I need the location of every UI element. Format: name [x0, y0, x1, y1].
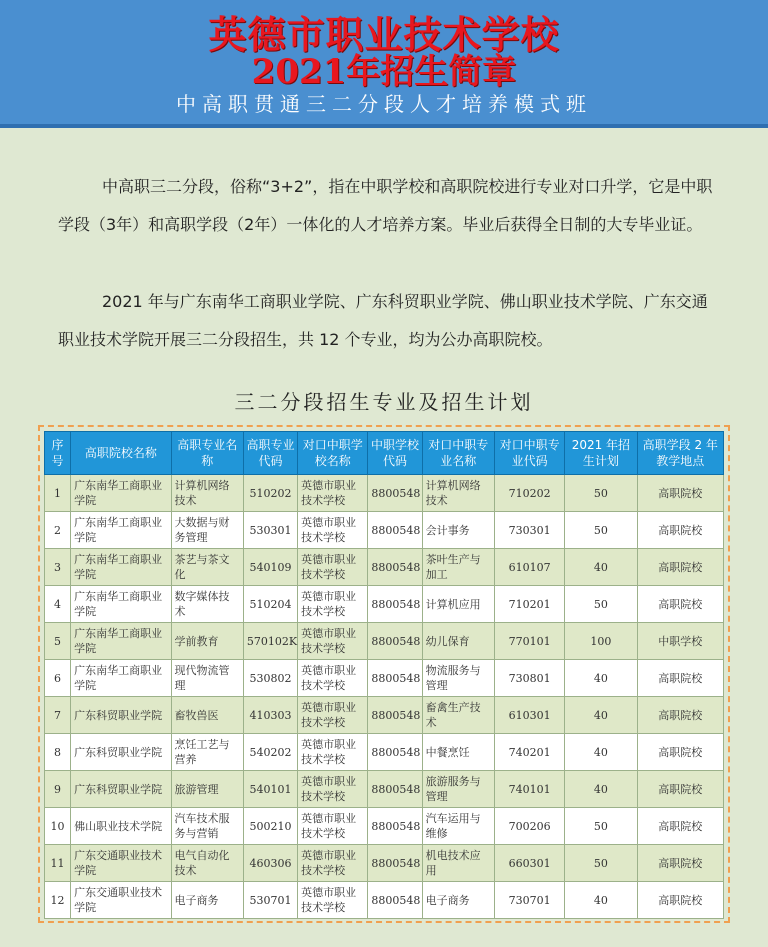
cell-col-plan: 100 [565, 623, 637, 660]
cell-col-location: 高职院校 [637, 808, 723, 845]
cell-col-college: 广东南华工商职业学院 [71, 586, 171, 623]
table-row [45, 734, 724, 771]
cell-col-secondary-major: 计算机网络技术 [422, 475, 494, 512]
table-row [45, 512, 724, 549]
cell-col-secondary-major: 机电技术应用 [422, 845, 494, 882]
cell-col-location: 中职学校 [637, 623, 723, 660]
table-row [45, 808, 724, 845]
cell-col-plan: 40 [565, 697, 637, 734]
cell-col-major: 现代物流管理 [171, 660, 243, 697]
header-col-secondary-major: 对口中职专业名称 [422, 432, 494, 475]
brochure-title: 2021年招生简章 [251, 52, 517, 92]
intro-paragraph-1: 中高职三二分段，俗称“3+2”，指在中职学校和高职院校进行专业对口升学，它是中职学段（3年）和高职学段（2年）一体化的人才培养方案。毕业后获得全日制的大专毕业证。 [58, 177, 713, 234]
header-col-major-code: 高职专业代码 [243, 432, 297, 475]
cell-col-secondary-major-code: 730701 [494, 882, 564, 919]
header-col-secondary-school: 对口中职学校名称 [298, 432, 368, 475]
cell-col-plan: 50 [565, 845, 637, 882]
cell-col-school-code: 8800548 [368, 734, 422, 771]
cell-col-index: 5 [45, 623, 71, 660]
cell-col-school-code: 8800548 [368, 660, 422, 697]
cell-col-school-code: 8800548 [368, 697, 422, 734]
cell-col-college: 广东南华工商职业学院 [71, 623, 171, 660]
header-col-major: 高职专业名称 [171, 432, 243, 475]
table-row [45, 882, 724, 919]
cell-col-plan: 40 [565, 734, 637, 771]
cell-col-school-code: 8800548 [368, 623, 422, 660]
cell-col-location: 高职院校 [637, 660, 723, 697]
header-col-location: 高职学段 2 年教学地点 [637, 432, 723, 475]
cell-col-college: 广东南华工商职业学院 [71, 512, 171, 549]
cell-col-school-code: 8800548 [368, 771, 422, 808]
cell-col-plan: 40 [565, 771, 637, 808]
cell-col-secondary-major-code: 660301 [494, 845, 564, 882]
cell-col-major-code: 410303 [243, 697, 297, 734]
cell-col-major-code: 540101 [243, 771, 297, 808]
cell-col-secondary-major: 电子商务 [422, 882, 494, 919]
cell-col-major-code: 510202 [243, 475, 297, 512]
cell-col-index: 10 [45, 808, 71, 845]
header-col-index: 序号 [45, 432, 71, 475]
cell-col-college: 广东南华工商职业学院 [71, 660, 171, 697]
cell-col-index: 4 [45, 586, 71, 623]
header-col-school-code: 中职学校代码 [368, 432, 422, 475]
cell-col-location: 高职院校 [637, 697, 723, 734]
cell-col-index: 12 [45, 882, 71, 919]
cell-col-secondary-major-code: 610301 [494, 697, 564, 734]
school-title: 英德市职业技术学校 [208, 12, 560, 57]
cell-col-secondary-school: 英德市职业技术学校 [298, 512, 368, 549]
cell-col-secondary-major-code: 710201 [494, 586, 564, 623]
cell-col-location: 高职院校 [637, 882, 723, 919]
cell-col-plan: 50 [565, 475, 637, 512]
cell-col-secondary-major-code: 740101 [494, 771, 564, 808]
cell-col-secondary-school: 英德市职业技术学校 [298, 845, 368, 882]
cell-col-secondary-major-code: 770101 [494, 623, 564, 660]
cell-col-college: 广东南华工商职业学院 [71, 549, 171, 586]
enrollment-table [44, 431, 724, 919]
cell-col-secondary-school: 英德市职业技术学校 [298, 623, 368, 660]
cell-col-location: 高职院校 [637, 549, 723, 586]
cell-col-major: 计算机网络技术 [171, 475, 243, 512]
cell-col-plan: 50 [565, 586, 637, 623]
table-row [45, 475, 724, 512]
cell-col-school-code: 8800548 [368, 475, 422, 512]
cell-col-major-code: 510204 [243, 586, 297, 623]
cell-col-secondary-major: 计算机应用 [422, 586, 494, 623]
cell-col-plan: 50 [565, 808, 637, 845]
cell-col-secondary-major: 幼儿保育 [422, 623, 494, 660]
cell-col-major-code: 540202 [243, 734, 297, 771]
cell-col-index: 8 [45, 734, 71, 771]
section-title: 三二分段招生专业及招生计划 [234, 390, 534, 414]
cell-col-school-code: 8800548 [368, 586, 422, 623]
cell-col-college: 广东南华工商职业学院 [71, 475, 171, 512]
table-row [45, 771, 724, 808]
cell-col-major: 旅游管理 [171, 771, 243, 808]
cell-col-secondary-major-code: 610107 [494, 549, 564, 586]
cell-col-secondary-school: 英德市职业技术学校 [298, 586, 368, 623]
cell-col-secondary-school: 英德市职业技术学校 [298, 549, 368, 586]
cell-col-school-code: 8800548 [368, 845, 422, 882]
cell-col-major-code: 500210 [243, 808, 297, 845]
cell-col-secondary-major-code: 710202 [494, 475, 564, 512]
cell-col-secondary-major-code: 730301 [494, 512, 564, 549]
cell-col-location: 高职院校 [637, 771, 723, 808]
header-banner [0, 0, 768, 128]
cell-col-secondary-school: 英德市职业技术学校 [298, 697, 368, 734]
cell-col-major: 电气自动化技术 [171, 845, 243, 882]
cell-col-secondary-major: 茶叶生产与加工 [422, 549, 494, 586]
cell-col-school-code: 8800548 [368, 808, 422, 845]
cell-col-location: 高职院校 [637, 845, 723, 882]
cell-col-secondary-major: 汽车运用与维修 [422, 808, 494, 845]
cell-col-school-code: 8800548 [368, 512, 422, 549]
cell-col-secondary-major-code: 730801 [494, 660, 564, 697]
cell-col-location: 高职院校 [637, 734, 723, 771]
cell-col-plan: 40 [565, 549, 637, 586]
table-row [45, 549, 724, 586]
cell-col-secondary-major-code: 740201 [494, 734, 564, 771]
program-subtitle: 中高职贯通三二分段人才培养模式班 [176, 92, 592, 116]
cell-col-secondary-school: 英德市职业技术学校 [298, 771, 368, 808]
cell-col-major: 数字媒体技术 [171, 586, 243, 623]
table-row [45, 660, 724, 697]
cell-col-college: 佛山职业技术学院 [71, 808, 171, 845]
cell-col-major-code: 530301 [243, 512, 297, 549]
cell-col-college: 广东科贸职业学院 [71, 734, 171, 771]
cell-col-college: 广东交通职业技术学院 [71, 882, 171, 919]
cell-col-index: 9 [45, 771, 71, 808]
cell-col-secondary-major: 中餐烹饪 [422, 734, 494, 771]
cell-col-index: 11 [45, 845, 71, 882]
cell-col-secondary-major: 物流服务与管理 [422, 660, 494, 697]
cell-col-secondary-school: 英德市职业技术学校 [298, 660, 368, 697]
header-col-college: 高职院校名称 [71, 432, 171, 475]
cell-col-secondary-major: 旅游服务与管理 [422, 771, 494, 808]
cell-col-major-code: 540109 [243, 549, 297, 586]
table-row [45, 697, 724, 734]
table-row [45, 586, 724, 623]
cell-col-major: 学前教育 [171, 623, 243, 660]
table-row [45, 845, 724, 882]
cell-col-major-code: 570102K [243, 623, 297, 660]
cell-col-major: 畜牧兽医 [171, 697, 243, 734]
enrollment-table-frame [38, 425, 730, 923]
cell-col-major: 汽车技术服务与营销 [171, 808, 243, 845]
cell-col-college: 广东交通职业技术学院 [71, 845, 171, 882]
cell-col-major: 电子商务 [171, 882, 243, 919]
cell-col-location: 高职院校 [637, 586, 723, 623]
cell-col-major-code: 460306 [243, 845, 297, 882]
cell-col-secondary-school: 英德市职业技术学校 [298, 882, 368, 919]
cell-col-index: 7 [45, 697, 71, 734]
cell-col-major-code: 530802 [243, 660, 297, 697]
cell-col-secondary-school: 英德市职业技术学校 [298, 734, 368, 771]
cell-col-school-code: 8800548 [368, 549, 422, 586]
header-col-plan: 2021 年招生计划 [565, 432, 637, 475]
cell-col-secondary-school: 英德市职业技术学校 [298, 808, 368, 845]
cell-col-secondary-major: 畜禽生产技术 [422, 697, 494, 734]
cell-col-major-code: 530701 [243, 882, 297, 919]
cell-col-college: 广东科贸职业学院 [71, 771, 171, 808]
cell-col-index: 6 [45, 660, 71, 697]
cell-col-college: 广东科贸职业学院 [71, 697, 171, 734]
cell-col-major: 茶艺与茶文化 [171, 549, 243, 586]
table-header-row [45, 432, 724, 475]
cell-col-major: 大数据与财务管理 [171, 512, 243, 549]
cell-col-secondary-major: 会计事务 [422, 512, 494, 549]
cell-col-index: 2 [45, 512, 71, 549]
table-row [45, 623, 724, 660]
cell-col-index: 3 [45, 549, 71, 586]
cell-col-school-code: 8800548 [368, 882, 422, 919]
header-col-secondary-major-code: 对口中职专业代码 [494, 432, 564, 475]
cell-col-plan: 50 [565, 512, 637, 549]
table-body [45, 475, 724, 919]
cell-col-location: 高职院校 [637, 512, 723, 549]
cell-col-plan: 40 [565, 660, 637, 697]
cell-col-secondary-major-code: 700206 [494, 808, 564, 845]
cell-col-index: 1 [45, 475, 71, 512]
cell-col-location: 高职院校 [637, 475, 723, 512]
cell-col-major: 烹饪工艺与营养 [171, 734, 243, 771]
intro-paragraph-2: 2021 年与广东南华工商职业学院、广东科贸职业学院、佛山职业技术学院、广东交通职业技术学院开展三二分段招生，共 12 个专业，均为公办高职院校。 [58, 292, 708, 349]
cell-col-secondary-school: 英德市职业技术学校 [298, 475, 368, 512]
cell-col-plan: 40 [565, 882, 637, 919]
